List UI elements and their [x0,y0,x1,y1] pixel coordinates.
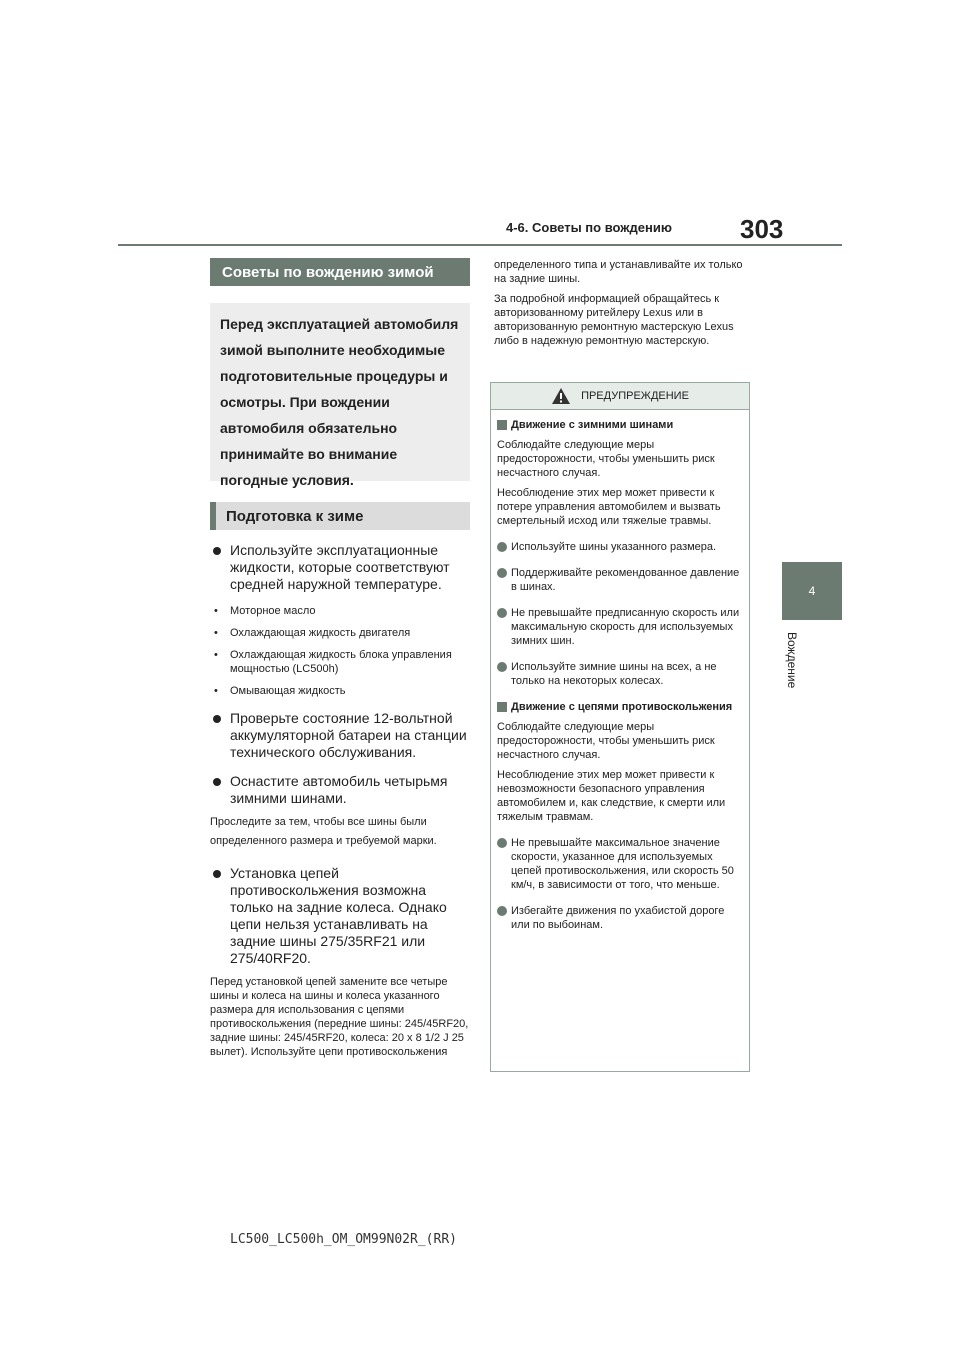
list-item: • Охлаждающая жидкость двигателя [210,626,470,640]
warning-paragraph: Соблюдайте следующие меры предосторожности, чтобы уменьшить риск несчастного случая. [497,721,715,761]
list-item: • Охлаждающая жидкость блока управления мощностью (LC500h) [210,648,470,676]
list-item: • Омывающая жидкость [210,684,470,698]
chapter-label: Вождение [785,632,799,689]
warning-item: Поддерживайте рекомендованное давление в шинах. [497,566,743,594]
warning-item: Не превышайте максимальное значение скорости, указанное для используемых цепей противоскольжения, или скорость 50 км/ч, в зависимости от того, что меньше. [497,836,743,892]
bullet-battery: Проверьте состояние 12-вольтной аккумуляторной батареи на станции технического обслуживания. [210,710,470,761]
main-heading: Советы по вождению зимой [210,258,470,286]
continued-text: определенного типа и устанавливайте их только на задние шины. [494,259,743,285]
bullet-fluids: Используйте эксплуатационные жидкости, которые соответствуют средней наружной температуре. [210,542,470,593]
chain-note: Перед установкой цепей замените все четыре шины и колеса на шины и колеса указанного размера для использования с цепями противоскольжения (передние шины: 245/45RF20, задние шины: 245/45RF20, колеса: 20 x 8 1/2 J 25 вылет). Используйте цепи противоскольжения [210,976,469,1058]
bullet-winter-tires: Оснастите автомобиль четырьмя зимними шинами. [210,773,470,807]
left-column [210,258,470,1059]
bullet-chains: Установка цепей противоскольжения возможна только на задние колеса. Однако цепи нельзя устанавливать на задние шины 275/35RF21 или 275/40RF20. [210,865,470,967]
sub-heading: Подготовка к зиме [210,502,470,530]
warning-item: Используйте шины указанного размера. [497,540,743,554]
warning-box [490,382,750,1072]
header-rule [118,244,842,246]
warning-paragraph: Соблюдайте следующие меры предосторожности, чтобы уменьшить риск несчастного случая. [497,439,715,479]
warning-item: Избегайте движения по ухабистой дороге или по выбоинам. [497,904,743,932]
warning-header [491,383,749,410]
warning-paragraph: Несоблюдение этих мер может привести к потере управления автомобилем и вызвать смертельный исход или тяжелые травмы. [497,487,721,527]
page-number: 303 [740,214,784,244]
dealer-info: За подробной информацией обращайтесь к авторизованному ритейлеру Lexus или в авторизованную ремонтную мастерскую Lexus либо в надежную ремонтную мастерскую. [494,293,734,347]
footer-doc-id: LC500_LC500h_OM_OM99N02R_(RR) [230,1232,457,1247]
warning-paragraph: Несоблюдение этих мер может привести к невозможности безопасного управления автомобилем и, как следствие, к смерти или тяжелым травмам. [497,769,726,823]
right-column [494,258,750,348]
tire-note: Проследите за тем, чтобы все шины были определенного размера и требуемой марки. [210,816,437,847]
warning-title: ПРЕДУПРЕЖДЕНИЕ [581,390,689,402]
chapter-tab[interactable]: 4 [782,562,842,620]
warning-item: Используйте зимние шины на всех, а не только на некоторых колесах. [497,660,743,688]
section-title: 4-6. Советы по вождению [506,220,672,235]
intro-box: Перед эксплуатацией автомобиля зимой выполните необходимые подготовительные процедуры и осмотры. При вождении автомобиля обязательно принимайте во внимание погодные условия. [210,303,470,481]
list-item: • Моторное масло [210,604,470,618]
warning-triangle-icon [551,387,571,405]
warning-item: Не превышайте предписанную скорость или максимальную скорость для используемых зимних шин. [497,606,743,648]
warning-section-heading: Движение с зимними шинами [497,418,743,432]
warning-section-heading: Движение с цепями противоскольжения [497,700,743,714]
